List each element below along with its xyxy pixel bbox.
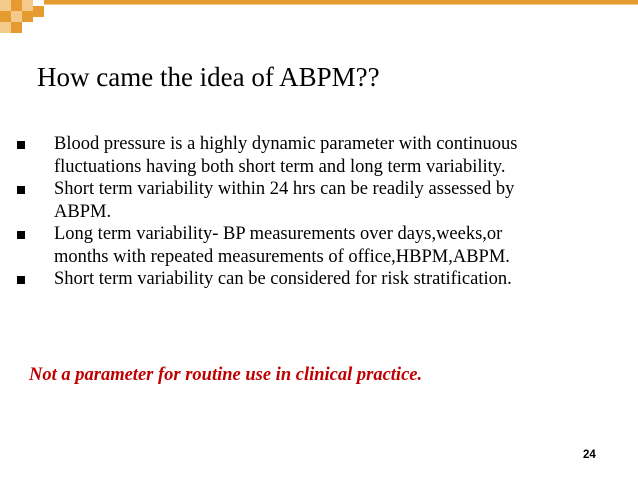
bullet-text-line: Short term variability can be considered for risk stratification. [54, 269, 512, 289]
square-bullet-icon [17, 276, 25, 284]
bullet-text-line: Blood pressure is a highly dynamic parameter with continuous [54, 134, 518, 154]
decor-square [0, 0, 11, 11]
decor-square [22, 11, 33, 22]
highlight-note: Not a parameter for routine use in clinical practice. [29, 365, 423, 385]
bullet-text-line: Long term variability- BP measurements over days,weeks,or [54, 224, 503, 244]
page-number: 24 [583, 449, 596, 461]
decor-square [11, 22, 22, 33]
bullet-item [0, 133, 638, 178]
square-bullet-icon [17, 186, 25, 194]
bullet-text-line: ABPM. [54, 201, 112, 222]
bullet-text-line: Short term variability within 24 hrs can be readily assessed by [54, 179, 515, 199]
bullet-text-line: months with repeated measurements of office,HBPM,ABPM. [54, 246, 510, 267]
bullet-item [0, 268, 638, 291]
header-decoration [0, 0, 638, 40]
header-bar [44, 0, 638, 4]
decor-square [11, 0, 22, 11]
square-bullet-icon [17, 231, 25, 239]
header-line [44, 4, 638, 5]
bullet-list [0, 133, 638, 291]
bullet-item [0, 178, 638, 223]
decor-square [0, 22, 11, 33]
decor-square [33, 6, 44, 17]
decor-square [0, 11, 11, 22]
decor-square [22, 0, 33, 11]
square-bullet-icon [17, 141, 25, 149]
bullet-text-line: fluctuations having both short term and long term variability. [54, 156, 506, 177]
slide-title: How came the idea of ABPM?? [37, 62, 380, 92]
bullet-item [0, 223, 638, 268]
decor-square [11, 11, 22, 22]
